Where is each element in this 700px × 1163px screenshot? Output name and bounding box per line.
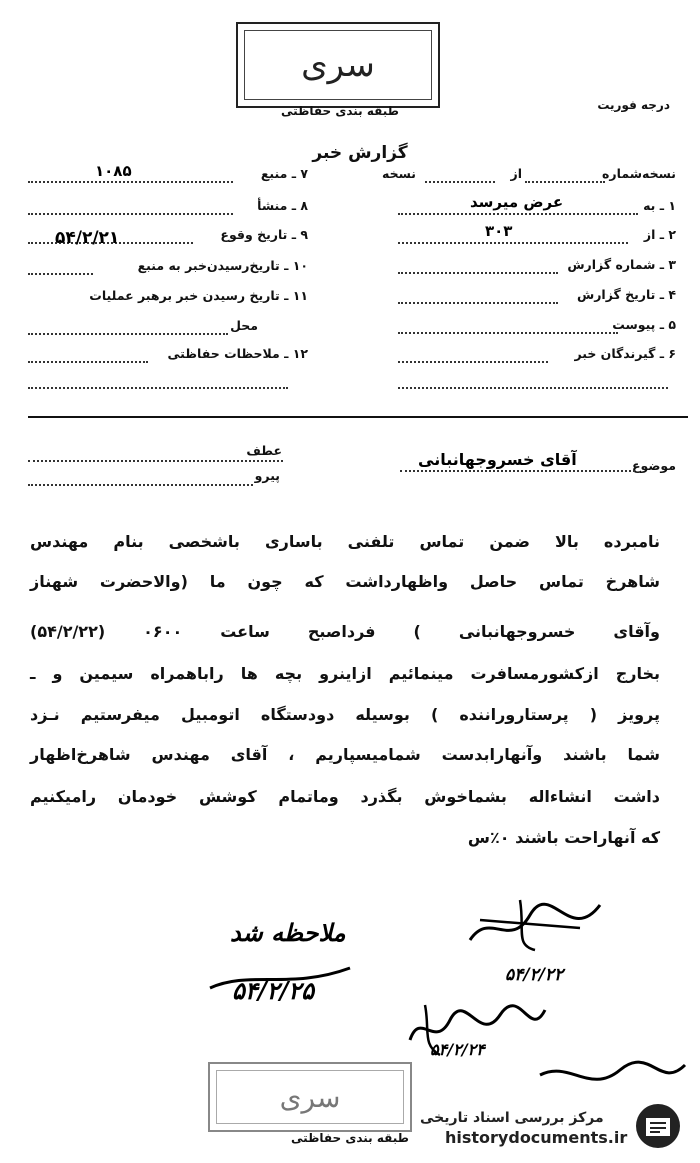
arrival-to-ops-label: ۱۱ ـ تاریخ رسیدن خبر برهبر عملیات — [89, 288, 308, 303]
occurrence-date-value: ۵۴/۲/۲۱ — [55, 228, 120, 248]
follow-dots — [28, 484, 253, 486]
to-value: عرض میرسد — [470, 193, 564, 211]
signature-right-top — [460, 890, 610, 960]
signature-corner — [530, 1055, 690, 1100]
place-label: محل — [230, 318, 258, 333]
source-value: ۱۰۸۵ — [95, 162, 132, 180]
watermark-logo-icon — [630, 1100, 686, 1152]
date-left-annotation: ۵۴/۲/۲۵ — [232, 976, 314, 1005]
from-value: ۳۰۳ — [485, 222, 513, 240]
body-line-1: نامبرده بالا ضمن تماس تلفنی باساری باشخصی بنام مهندس — [30, 532, 660, 551]
copy-label: نسخه — [381, 166, 416, 181]
attachment-label: ۵ ـ پیوست — [612, 317, 676, 332]
body-line-2: شاهرخ تماس حاصل واظهارداشت که چون ما (والاحضرت شهناز — [30, 572, 660, 591]
body-line-4: بخارج ازکشورمسافرت مینمائیم ازاینرو بچه ها راباهمراه سیمین و ـ — [30, 664, 660, 683]
classification-stamp-top — [236, 22, 440, 108]
watermark-text: مرکز بررسی اسناد تاریخی — [420, 1110, 604, 1126]
from-label: ۲ ـ از — [643, 227, 676, 242]
recipients-dots — [398, 361, 548, 363]
body-line-3: وآقای خسروجهانبانی ) فرداصبح ساعت ۰۶۰۰ (۵۴/۲/۲۲) — [30, 622, 660, 641]
copy-number-label: نسخه‌شماره — [602, 166, 676, 181]
noted-annotation: ملاحظه شد — [230, 918, 346, 947]
remarks-label: ۱۲ ـ ملاحظات حفاظتی — [167, 346, 308, 361]
subject-label: موضوع — [631, 458, 676, 473]
remarks-dots — [28, 361, 148, 363]
priority-label: درجه فوریت — [597, 98, 670, 112]
arrival-to-source-label: ۱۰ ـ تاریخ‌رسیدن‌خبر به منبع — [137, 258, 308, 273]
attachment-dots — [398, 332, 618, 334]
to-label: ۱ ـ به — [643, 198, 676, 213]
report-number-dots — [398, 272, 558, 274]
copy-of-label: از — [510, 166, 522, 181]
classification-label-bottom: طبقه بندی حفاظتی — [291, 1131, 409, 1145]
report-date-label: ۴ ـ تاریخ گزارش — [576, 287, 676, 302]
classification-stamp-top-text: سری — [244, 30, 432, 100]
classification-stamp-bottom-text: سری — [216, 1070, 404, 1124]
body-line-6: شما باشند وآنهارابدست شمامیسپاریم ، آقای مهندس شاهرخ‌اظهار — [30, 745, 660, 764]
subject-value: آقای خسروجهانبانی — [418, 450, 577, 469]
copy-of-dots — [425, 181, 495, 183]
follow-label: پیرو — [254, 468, 280, 483]
origin-label: ۸ ـ منشأ — [257, 198, 308, 213]
report-date-dots — [398, 302, 558, 304]
source-label: ۷ ـ منبع — [260, 166, 308, 181]
classification-label-top: طبقه بندی حفاظتی — [281, 104, 399, 118]
ref-label: عطف — [246, 443, 282, 458]
place-dots — [28, 333, 228, 335]
copy-number-dots — [525, 181, 605, 183]
from-dots — [398, 242, 628, 244]
date-right-2: ۵۴/۲/۲۴ — [430, 1040, 485, 1059]
classification-stamp-bottom — [208, 1062, 412, 1132]
ref-dots — [28, 460, 283, 462]
arrival-to-source-dots — [28, 273, 93, 275]
recipients-dots-2 — [398, 387, 668, 389]
origin-dots — [28, 213, 233, 215]
section-divider — [28, 416, 688, 418]
source-dots — [28, 181, 233, 183]
report-number-label: ۳ ـ شماره گزارش — [567, 257, 676, 272]
to-dots — [398, 213, 638, 215]
watermark-url: historydocuments.ir — [445, 1128, 628, 1147]
remarks-dots-2 — [28, 387, 288, 389]
body-line-5: پرویز ( پرستاروراننده ) بوسیله دودستگاه اتومبیل میفرستیم نـزد — [30, 705, 660, 724]
date-right-1: ۵۴/۲/۲۲ — [505, 965, 564, 985]
occurrence-date-label: ۹ ـ تاریخ وقوع — [220, 227, 308, 242]
subject-dots — [400, 470, 635, 472]
recipients-label: ۶ ـ گیرندگان خبر — [574, 346, 676, 361]
body-line-7: داشت انشاءاله بشماخوش بگذرد وماتمام کوشش خودمان رامیکنیم — [30, 787, 660, 806]
report-title: گزارش خبر — [312, 143, 408, 163]
body-line-8: که آنهاراحت باشند ۰٪س — [467, 828, 660, 847]
